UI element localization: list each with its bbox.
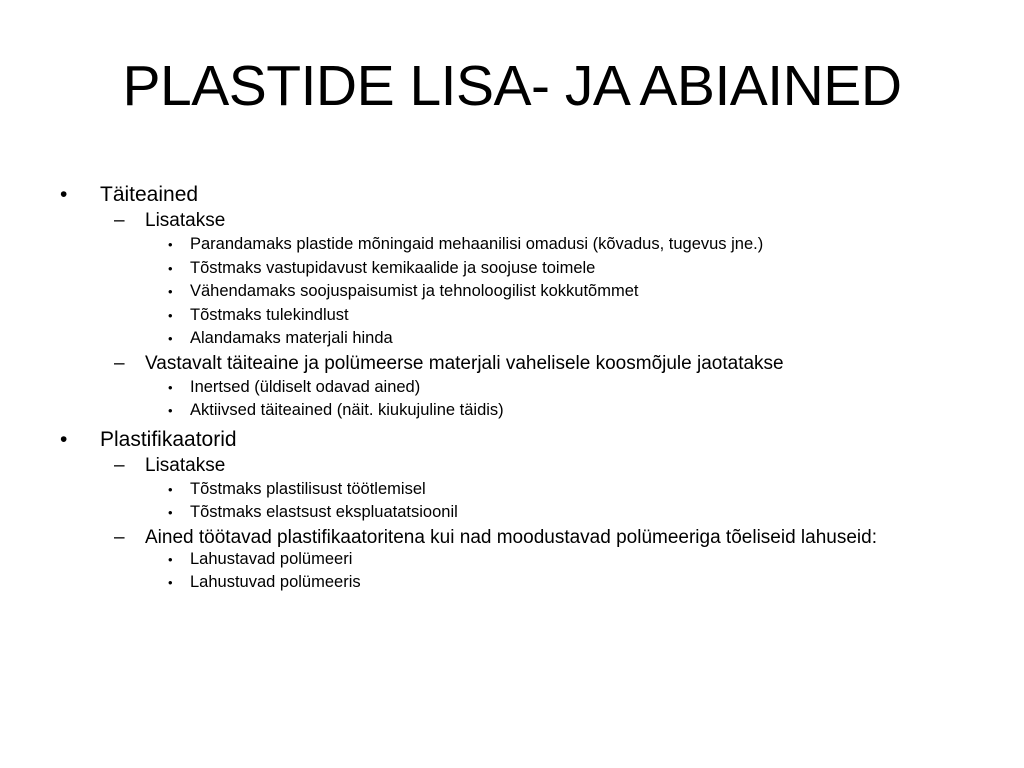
list-subitem bbox=[0, 351, 1024, 376]
bullet-marker: • bbox=[168, 403, 173, 418]
list-detail-item bbox=[0, 376, 1024, 400]
list-detail-text: Inertsed (üldiselt odavad ained) bbox=[190, 377, 421, 396]
list-detail-text: Lahustavad polümeeri bbox=[190, 549, 353, 568]
list-detail-text: Aktiivsed täiteained (näit. kiukujuline täidis) bbox=[190, 401, 504, 419]
bullet-marker: • bbox=[168, 260, 173, 276]
list-subitem-text: Vastavalt täiteaine ja polümeerse materjali vahelisele koosmõjule jaotatakse bbox=[145, 352, 784, 374]
bullet-marker: • bbox=[168, 505, 173, 520]
list-detail-item bbox=[0, 399, 1024, 423]
list-detail-item bbox=[0, 548, 1024, 572]
list-item-plastifikaatorid bbox=[0, 427, 1024, 453]
bullet-list bbox=[0, 182, 1024, 595]
bullet-marker: • bbox=[168, 575, 173, 590]
list-detail-item bbox=[0, 257, 1024, 281]
list-detail-text: Vähendamaks soojuspaisumist ja tehnoloogilist kokkutõmmet bbox=[190, 282, 639, 300]
dash-marker: – bbox=[114, 210, 125, 231]
bullet-marker: • bbox=[168, 481, 173, 497]
list-detail-text: Alandamaks materjali hinda bbox=[190, 329, 393, 347]
list-detail-text: Lahustuvad polümeeris bbox=[190, 573, 361, 591]
bullet-marker: • bbox=[168, 237, 173, 252]
list-subitem-text: Lisatakse bbox=[145, 210, 226, 231]
dash-marker: – bbox=[114, 352, 125, 374]
list-subitem bbox=[0, 453, 1024, 478]
list-item-text: Plastifikaatorid bbox=[100, 427, 237, 451]
list-subitem bbox=[0, 208, 1024, 233]
bullet-marker: • bbox=[60, 183, 68, 206]
bullet-marker: • bbox=[168, 551, 173, 567]
list-subitem-text: Lisatakse bbox=[145, 454, 226, 476]
list-subitem bbox=[0, 525, 965, 548]
dash-marker: – bbox=[114, 526, 125, 548]
list-detail-item bbox=[0, 478, 1024, 502]
bullet-marker: • bbox=[168, 379, 173, 395]
list-detail-text: Tõstmaks elastsust ekspluatatsioonil bbox=[190, 503, 458, 521]
list-detail-item bbox=[0, 571, 1024, 595]
list-detail-item bbox=[0, 233, 1024, 257]
list-detail-text: Parandamaks plastide mõningaid mehaanilisi omadusi (kõvadus, tugevus jne.) bbox=[190, 235, 764, 253]
bullet-marker: • bbox=[168, 307, 173, 323]
list-detail-item bbox=[0, 304, 1024, 328]
dash-marker: – bbox=[114, 454, 125, 476]
bullet-marker: • bbox=[168, 331, 173, 346]
list-detail-text: Tõstmaks vastupidavust kemikaalide ja soojuse toimele bbox=[190, 258, 596, 277]
list-item-text: Täiteained bbox=[100, 183, 199, 206]
list-detail-text: Tõstmaks tulekindlust bbox=[190, 305, 349, 324]
list-detail-item bbox=[0, 327, 1024, 351]
list-subitem-text: Ained töötavad plastifikaatoritena kui nad moodustavad polümeeriga tõeliseid lahuseid: bbox=[145, 526, 877, 548]
bullet-marker: • bbox=[60, 427, 68, 451]
bullet-marker: • bbox=[168, 284, 173, 299]
list-detail-item bbox=[0, 501, 1024, 525]
list-item-taiteained bbox=[0, 182, 1024, 208]
list-detail-text: Tõstmaks plastilisust töötlemisel bbox=[190, 479, 426, 498]
list-detail-item bbox=[0, 280, 1024, 304]
slide-title: PLASTIDE LISA- JA ABIAINED bbox=[122, 54, 902, 118]
